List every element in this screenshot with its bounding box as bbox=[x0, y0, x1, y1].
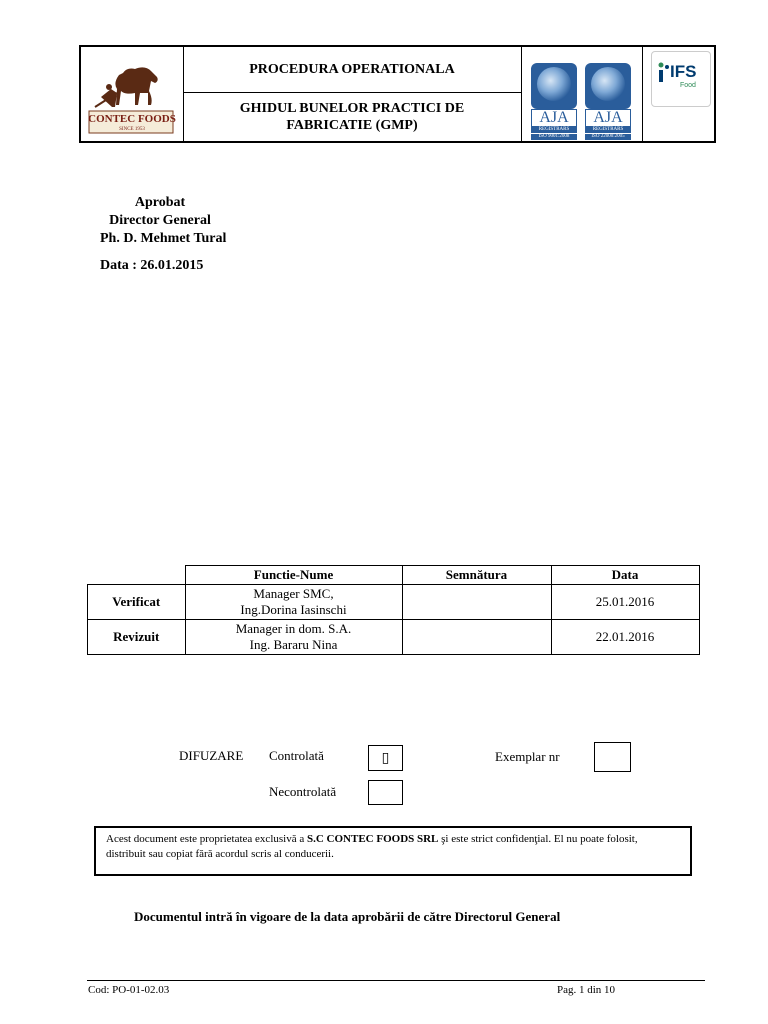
notice-text-part1: Acest document este proprietatea exclusivă a bbox=[106, 833, 307, 845]
verifier-role: Manager SMC, bbox=[253, 586, 334, 601]
iso-standard: ISO 9001:2008 bbox=[531, 134, 577, 140]
doc-type: PROCEDURA OPERATIONALA bbox=[183, 47, 521, 93]
copy-number-box[interactable] bbox=[594, 742, 631, 772]
notice-company: S.C CONTEC FOODS SRL bbox=[306, 833, 439, 845]
header-date: Data bbox=[551, 566, 699, 585]
doc-title bbox=[183, 93, 521, 141]
table-row bbox=[88, 585, 700, 620]
approver-name: Ph. D. Mehmet Tural bbox=[100, 231, 227, 246]
row-label-verified: Verificat bbox=[88, 585, 186, 620]
header-signature: Semnătura bbox=[402, 566, 551, 585]
page-number: Pag. 1 din 10 bbox=[557, 984, 616, 996]
approval-date: Data : 26.01.2015 bbox=[100, 258, 204, 273]
controlled-label: Controlată bbox=[269, 748, 324, 763]
reviser-role: Manager in dom. S.A. bbox=[235, 621, 352, 636]
approver-role: Director General bbox=[109, 213, 211, 228]
reviser-name bbox=[185, 620, 402, 655]
header-function-name: Functie-Nume bbox=[185, 566, 402, 585]
verified-date: 25.01.2016 bbox=[551, 585, 699, 620]
aja-cert-badge-2 bbox=[585, 63, 631, 139]
copy-number-label: Exemplar nr bbox=[495, 749, 560, 764]
notice-text-part2: şi este strict confidenţial. El nu poate folosit, distribuit sau copiat fără acordul scris al conducerii. bbox=[106, 833, 638, 860]
globe-icon bbox=[531, 63, 577, 109]
row-label-revised: Revizuit bbox=[88, 620, 186, 655]
verifier-name bbox=[185, 585, 402, 620]
effective-statement: Documentul intră în vigoare de la data aprobării de către Directorul General bbox=[134, 909, 561, 924]
ifs-label: IFS bbox=[670, 62, 697, 81]
footer-divider bbox=[87, 980, 705, 981]
uncontrolled-checkbox[interactable] bbox=[368, 780, 403, 805]
confidentiality-notice bbox=[94, 826, 692, 876]
document-header bbox=[79, 45, 716, 143]
revised-date: 22.01.2016 bbox=[551, 620, 699, 655]
globe-icon bbox=[585, 63, 631, 109]
certifications bbox=[522, 47, 643, 141]
document-code: Cod: PO-01-02.03 bbox=[88, 984, 170, 996]
company-logo bbox=[81, 47, 184, 141]
approved-label: Aprobat bbox=[134, 195, 186, 210]
verifier-signature bbox=[402, 585, 551, 620]
verifier-person: Ing.Dorina Iasinschi bbox=[240, 602, 347, 617]
ifs-dots-icon bbox=[658, 62, 670, 84]
aja-label: AJA bbox=[531, 109, 577, 127]
uncontrolled-label: Necontrolată bbox=[269, 784, 337, 799]
reviser-person: Ing. Bararu Nina bbox=[249, 637, 338, 652]
doc-title-line2: FABRICATIE (GMP) bbox=[286, 118, 418, 133]
reviser-signature bbox=[402, 620, 551, 655]
aja-label: AJA bbox=[585, 109, 631, 127]
aja-cert-badge-1 bbox=[531, 63, 577, 139]
table-corner bbox=[88, 566, 186, 585]
ifs-food-label: Food bbox=[680, 82, 696, 89]
aja-registrars: REGISTRARS bbox=[585, 126, 631, 133]
aja-registrars: REGISTRARS bbox=[531, 126, 577, 133]
table-row bbox=[88, 620, 700, 655]
doc-title-line1: GHIDUL BUNELOR PRACTICI DE bbox=[239, 101, 465, 116]
controlled-checkbox[interactable]: ▯ bbox=[368, 745, 403, 771]
ifs-food-logo bbox=[651, 51, 711, 107]
company-since: SINCE 1953 bbox=[119, 127, 145, 132]
iso-standard: ISO 22000:2005 bbox=[585, 134, 631, 140]
company-name: CONTEC FOODS bbox=[88, 113, 176, 125]
distribution-label: DIFUZARE bbox=[179, 748, 244, 763]
signature-table bbox=[87, 565, 700, 655]
